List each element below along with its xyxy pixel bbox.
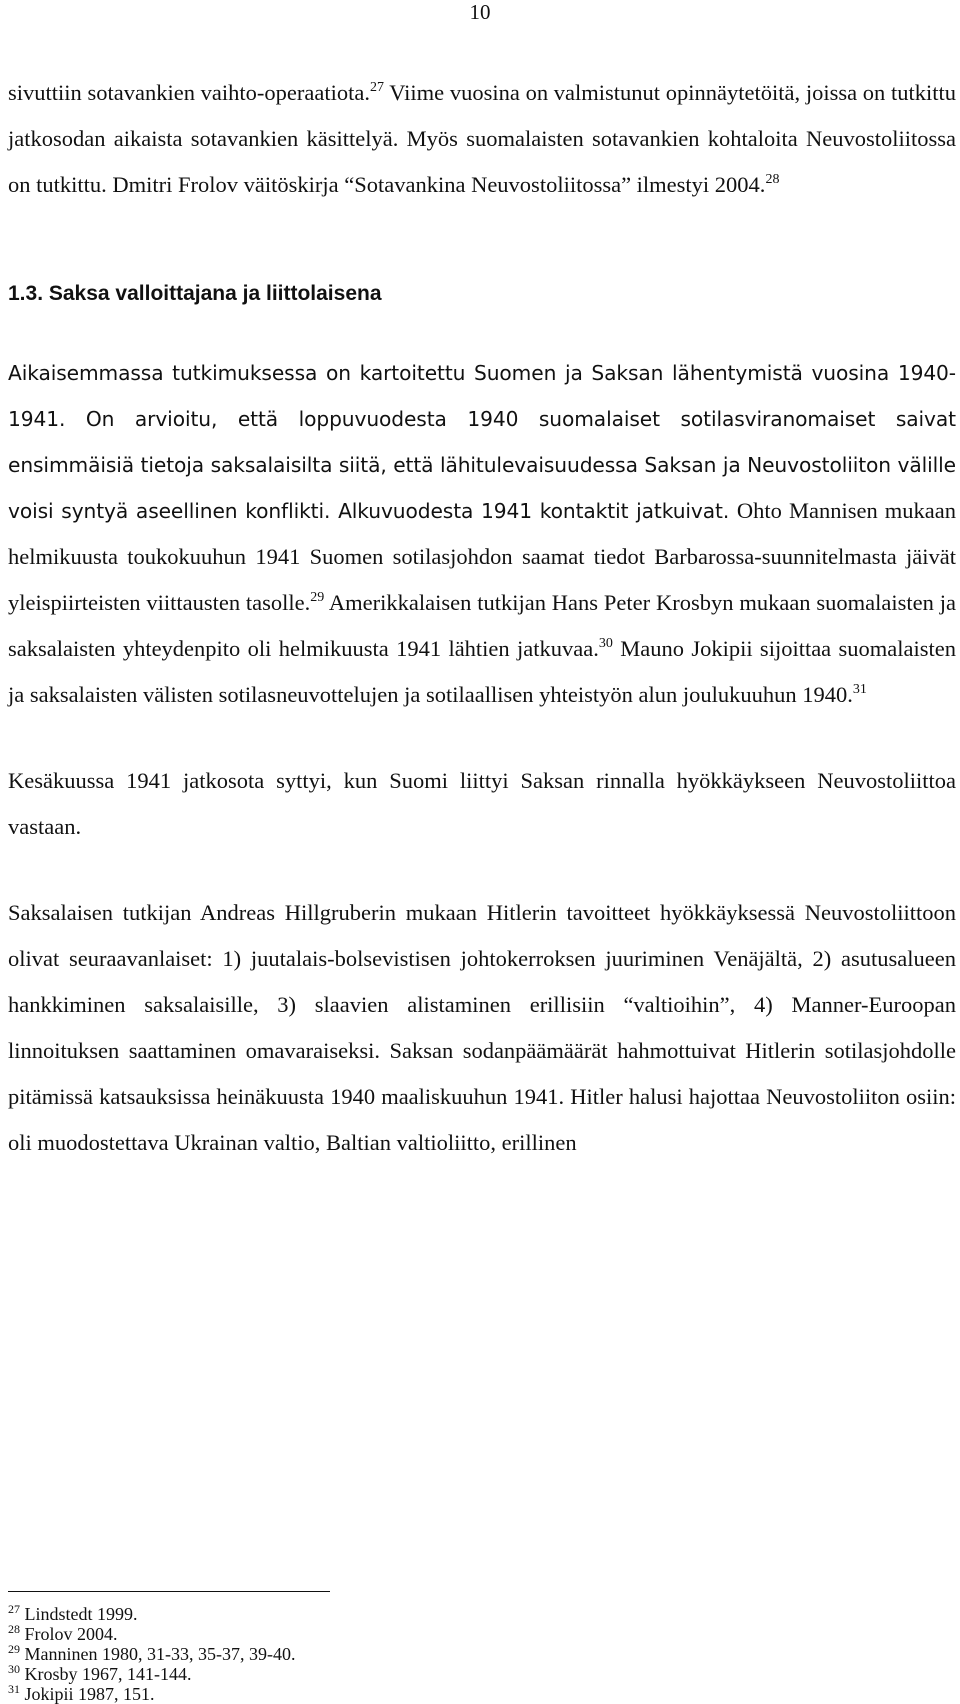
footnote-text: Manninen 1980, 31-33, 35-37, 39-40. — [24, 1644, 296, 1664]
document-body — [8, 70, 956, 1166]
footnote — [8, 1664, 908, 1684]
paragraph-text-sans: Aikaisemmassa tutkimuksessa on kartoitettu Suomen ja Saksan lähentymistä vuosina 1940-1941. On arvioitu, että loppuvuodesta 1940 suomalaiset sotilasviranomaiset saivat ensimmäisiä tietoja saksalaisilta siitä, että lähitulevaisuudessa Saksan ja Neuvostoliiton välille voisi syntyä aseellinen konflikti. Alkuvuodesta 1941 kontaktit jatkuivat. — [8, 361, 956, 523]
page-number: 10 — [469, 0, 491, 24]
footnote-ref-30: 30 — [598, 636, 613, 651]
paragraph-text: Amerikkalaisen tutkijan Hans Peter Krosbyn mukaan suomalaisten ja saksalaisten yhteydenpito oli helmikuusta 1941 lähtien jatkuvaa. — [8, 590, 956, 661]
paragraph-rapprochement — [8, 350, 956, 718]
footnotes — [8, 1604, 908, 1704]
paragraph-text: sivuttiin sotavankien vaihto-operaatiota. — [8, 80, 370, 105]
footnote-text: Jokipii 1987, 151. — [24, 1684, 155, 1704]
paragraph-text: Viime vuosina on valmistunut opinnäytetöitä, joissa on tutkittu jatkosodan aikaista sotavankien käsittelyä. Myös suomalaisten sotavankien kohtaloita Neuvostoliitossa on tutkittu. Dmitri Frolov väitöskirja “Sotavankina Neuvostoliitossa” ilmestyi 2004. — [8, 80, 957, 197]
footnote-number: 30 — [8, 1662, 20, 1676]
footnote-number: 27 — [8, 1602, 20, 1616]
footnote-ref-29: 29 — [310, 590, 325, 605]
footnote-ref-31: 31 — [852, 682, 867, 697]
footnote-text: Lindstedt 1999. — [24, 1604, 138, 1624]
footnote-text: Frolov 2004. — [24, 1624, 118, 1644]
footnote-number: 29 — [8, 1642, 20, 1656]
footnote — [8, 1624, 908, 1644]
footnote — [8, 1644, 908, 1664]
footnote-ref-27: 27 — [369, 80, 384, 95]
footnote — [8, 1684, 908, 1704]
paragraph-hitler-goals: Saksalaisen tutkijan Andreas Hillgruberin mukaan Hitlerin tavoitteet hyökkäyksessä Neuvostoliittoon olivat seuraavanlaiset: 1) juutalais-bolsevistisen johtokerroksen juuriminen Venäjältä, 2) asutusalueen hankkiminen saksalaisille, 3) slaavien alistaminen erillisiin “valtioihin”, 4) Manner-Euroopan linnoituksen saattaminen omavaraiseksi. Saksan sodanpäämäärät hahmottuivat Hitlerin sotilasjohdolle pitämissä katsauksissa heinäkuusta 1940 maaliskuuhun 1941. Hitler halusi hajottaa Neuvostoliiton osiin: oli muodostettava Ukrainan valtio, Baltian valtioliitto, erillinen — [8, 900, 956, 1155]
footnote-divider — [8, 1591, 330, 1592]
footnote-number: 28 — [8, 1622, 20, 1636]
paragraph-text: Mauno Jokipii sijoittaa suomalaisten ja saksalaisten välisten sotilasneuvottelujen ja sotilaallisen yhteistyön alun joulukuuhun 1940. — [8, 636, 957, 707]
paragraph-continuation-war: Kesäkuussa 1941 jatkosota syttyi, kun Suomi liittyi Saksan rinnalla hyökkäykseen Neuvostoliittoa vastaan. — [8, 768, 956, 839]
footnote-number: 31 — [8, 1682, 20, 1696]
paragraph-prisoner-research — [8, 70, 956, 208]
section-heading: 1.3. Saksa valloittajana ja liittolaisena — [8, 282, 382, 305]
footnote-text: Krosby 1967, 141-144. — [24, 1664, 192, 1684]
paragraph-text: Ohto Mannisen mukaan helmikuusta toukokuuhun 1941 Suomen sotilasjohdon saamat tiedot Barbarossa-suunnitelmasta jäivät yleispiirteisten viittausten tasolle. — [8, 498, 957, 615]
footnote-ref-28: 28 — [765, 172, 780, 187]
footnote — [8, 1604, 908, 1624]
